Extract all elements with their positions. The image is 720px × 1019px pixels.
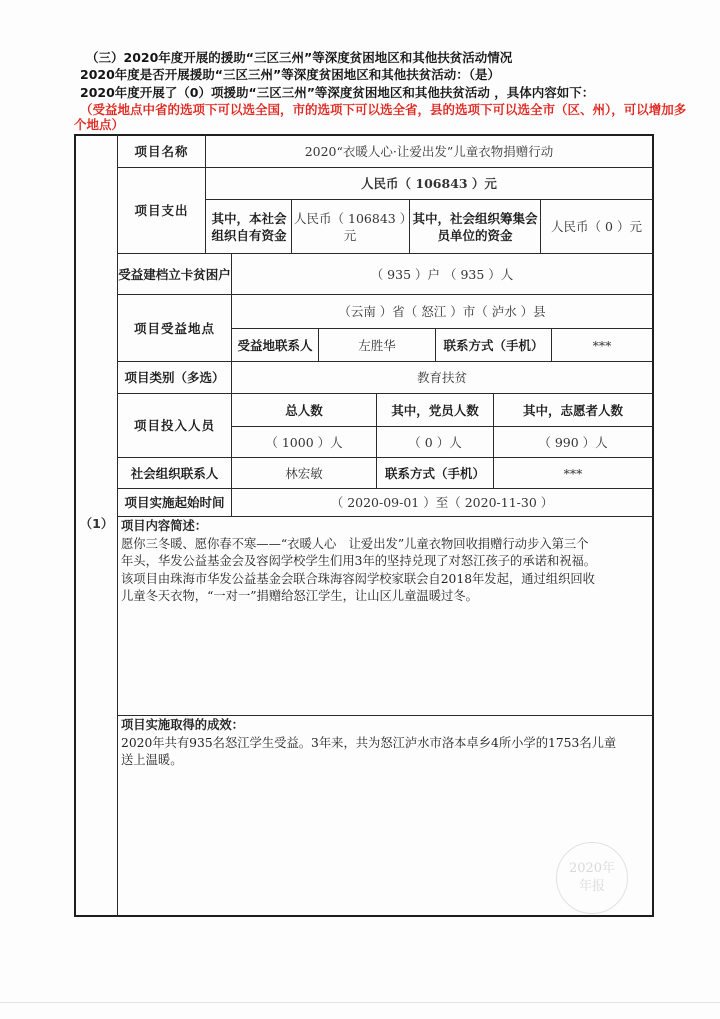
period-label: 项目实施起始时间 <box>124 495 225 510</box>
stamp-year: 2020年 <box>568 861 616 876</box>
location-phone-value: *** <box>592 337 612 353</box>
description-line: 儿童冬天衣物，“一对一”捐赠给怒江学生，让山区儿童温暖过冬。 <box>121 589 478 603</box>
project-name-value: 2020“衣暖人心·让爱出发”儿童衣物捐赠行动 <box>304 143 554 159</box>
personnel-total-value: （ 1000 ）人 <box>265 434 343 450</box>
location-contact-value: 左胜华 <box>358 337 396 353</box>
org-contact-label: 社会组织联系人 <box>130 465 219 481</box>
personnel-volunteer-header: 其中，志愿者人数 <box>522 402 623 418</box>
row-line <box>117 715 653 716</box>
org-contact-value: 林宏敏 <box>285 465 323 481</box>
personnel-party-value: （ 0 ）人 <box>408 434 462 450</box>
results-line: 2020年共有935名怒江学生受益。3年来，共为怒江泸水市洛本卓乡4所小学的1753名儿童 <box>121 735 617 750</box>
org-phone-label: 联系方式（手机） <box>384 465 485 481</box>
row-line <box>117 516 653 517</box>
description-line: 该项目由珠海市华发公益基金会联合珠海容闳学校家联会自2018年发起，通过组织回收 <box>121 571 595 586</box>
project-name-label: 项目名称 <box>134 143 189 159</box>
location-value: （云南 ）省（ 怒江 ）市（ 泸水 ）县 <box>338 304 546 319</box>
description-block <box>121 518 651 606</box>
personnel-party-header: 其中，党员人数 <box>391 402 479 418</box>
expenditure-total: 人民币（ 106843 ）元 <box>361 176 497 191</box>
member-funds-label: 其中，社会组织筹集会员单位的资金 <box>412 210 538 243</box>
description-title: 项目内容简述： <box>121 519 208 533</box>
results-block <box>121 717 651 770</box>
section-title: （三）2020年度开展的援助“三区三州”等深度贫困地区和其他扶贫活动情况 <box>86 50 513 65</box>
category-label: 项目类别（多选） <box>124 370 225 385</box>
table-border-right <box>652 134 654 917</box>
beneficiaries-label: 受益建档立卡贫困户 <box>118 266 231 282</box>
note-line-1: （受益地点中省的选项下可以选全国，市的选项下可以选全省，县的选项下可以选全市（区、州），可以增加多 <box>80 102 687 117</box>
description-line: 年头，华发公益基金会及容闳学校学生们用3年的坚持兑现了对怒江孩子的承诺和祝福。 <box>121 554 597 568</box>
location-contact-label: 受益地联系人 <box>237 337 313 353</box>
personnel-volunteer-value: （ 990 ）人 <box>538 434 608 450</box>
table-border-bottom <box>74 915 654 917</box>
location-phone-label: 联系方式（手机） <box>443 337 544 353</box>
col-line <box>291 199 292 253</box>
stamp-label: 年报 <box>578 879 605 894</box>
category-value: 教育扶贫 <box>416 370 467 385</box>
period-value: （ 2020-09-01 ）至（ 2020-11-30 ） <box>330 495 554 510</box>
note-line-2: 个地点） <box>74 117 125 132</box>
own-funds-label: 其中，本社会组织自有资金 <box>211 210 287 243</box>
description-line: 愿你三冬暖、愿你春不寒——“衣暖人心 让爱出发”儿童衣物回收捐赠行动步入第三个 <box>121 536 589 551</box>
count-line: 2020年度开展了（0）项援助“三区三州”等深度贫困地区和其他扶贫活动 ，具体内容如下： <box>80 85 595 100</box>
location-label: 项目受益地点 <box>133 320 215 336</box>
annual-report-stamp <box>556 842 628 914</box>
results-line: 送上温暖。 <box>121 753 183 767</box>
expenditure-label: 项目支出 <box>134 203 189 218</box>
personnel-label: 项目投入人员 <box>133 418 215 433</box>
personnel-total-header: 总人数 <box>285 402 323 418</box>
col-line <box>409 199 410 253</box>
own-funds-value: 人民币（ 106843 ）元 <box>294 210 406 243</box>
results-title: 项目实施取得的成效： <box>121 718 244 732</box>
item-index: （1） <box>79 515 114 531</box>
beneficiaries-value: （ 935 ）户 （ 935 ）人 <box>370 266 514 282</box>
org-phone-value: *** <box>563 465 583 481</box>
member-funds-value: 人民币（ 0 ）元 <box>551 219 642 234</box>
question-line: 2020年度是否开展援助“三区三州”等深度贫困地区和其他扶贫活动：（是） <box>80 67 500 82</box>
page-bottom-rule <box>0 1002 720 1003</box>
